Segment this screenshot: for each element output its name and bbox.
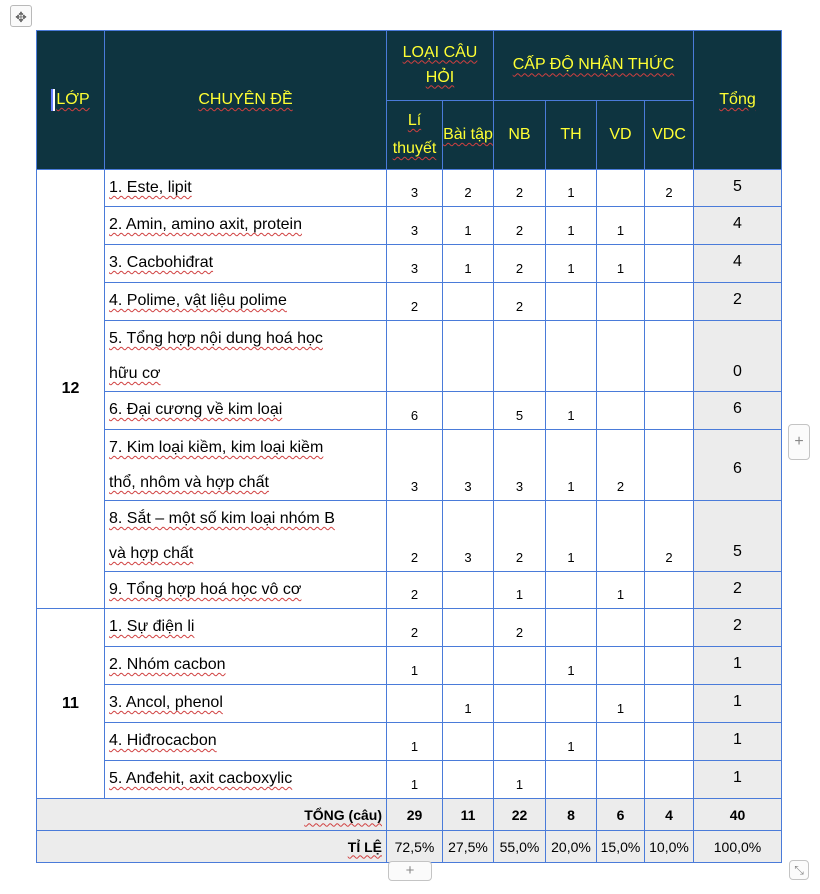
tong-cell[interactable]: 1 xyxy=(694,685,782,723)
vdc-cell[interactable] xyxy=(645,207,694,245)
tong-cell[interactable]: 4 xyxy=(694,245,782,283)
totals-nb[interactable]: 22 xyxy=(494,799,546,831)
th-cell[interactable]: 1 xyxy=(546,647,597,685)
th-cell[interactable] xyxy=(546,761,597,799)
th-cell[interactable] xyxy=(546,321,597,392)
lt-cell[interactable]: 6 xyxy=(387,392,443,430)
tong-cell[interactable]: 2 xyxy=(694,609,782,647)
ratio-lt[interactable]: 72,5% xyxy=(387,831,443,863)
vdc-cell[interactable] xyxy=(645,245,694,283)
totals-th[interactable]: 8 xyxy=(546,799,597,831)
vdc-cell[interactable]: 2 xyxy=(645,170,694,207)
header-row-1 xyxy=(37,31,782,101)
header-chuyen-de[interactable]: CHUYÊN ĐỀ xyxy=(105,31,387,170)
ratio-vdc[interactable]: 10,0% xyxy=(645,831,694,863)
table-row xyxy=(37,647,782,685)
nb-cell[interactable] xyxy=(494,321,546,392)
vdc-cell[interactable]: 2 xyxy=(645,501,694,572)
ratio-vd[interactable]: 15,0% xyxy=(597,831,645,863)
nb-cell[interactable]: 2 xyxy=(494,609,546,647)
bt-cell[interactable] xyxy=(443,761,494,799)
table-move-icon[interactable]: ✥ xyxy=(10,5,32,27)
vd-cell[interactable] xyxy=(597,761,645,799)
th-cell[interactable]: 1 xyxy=(546,501,597,572)
totals-tong[interactable]: 40 xyxy=(694,799,782,831)
th-cell[interactable]: 1 xyxy=(546,207,597,245)
th-cell[interactable]: 1 xyxy=(546,723,597,761)
totals-bt[interactable]: 11 xyxy=(443,799,494,831)
nb-cell[interactable]: 2 xyxy=(494,245,546,283)
lt-cell[interactable]: 2 xyxy=(387,501,443,572)
table-row xyxy=(37,723,782,761)
vd-cell[interactable]: 1 xyxy=(597,245,645,283)
topic-cell[interactable]: 6. Đại cương về kim loại xyxy=(105,392,387,430)
ratio-bt[interactable]: 27,5% xyxy=(443,831,494,863)
topic-cell[interactable]: 1. Este, lipit xyxy=(105,170,387,207)
tong-cell[interactable]: 5 xyxy=(694,170,782,207)
topic-cell[interactable]: 5. Anđehit, axit cacboxylic xyxy=(105,761,387,799)
table-row xyxy=(37,430,782,501)
vd-cell[interactable]: 1 xyxy=(597,207,645,245)
ratio-tong[interactable]: 100,0% xyxy=(694,831,782,863)
tong-cell[interactable]: 2 xyxy=(694,283,782,321)
header-th[interactable]: TH xyxy=(546,101,597,170)
totals-vd[interactable]: 6 xyxy=(597,799,645,831)
table-row xyxy=(37,392,782,430)
table-row xyxy=(37,572,782,609)
vdc-cell[interactable] xyxy=(645,572,694,609)
lt-cell[interactable]: 3 xyxy=(387,170,443,207)
nb-cell[interactable]: 1 xyxy=(494,761,546,799)
tong-cell[interactable]: 1 xyxy=(694,647,782,685)
lt-cell[interactable]: 1 xyxy=(387,761,443,799)
add-column-button[interactable]: + xyxy=(788,424,810,460)
lt-cell[interactable]: 1 xyxy=(387,723,443,761)
topic-cell[interactable]: 8. Sắt – một số kim loại nhóm B và hợp chất xyxy=(105,501,387,572)
table-row xyxy=(37,609,782,647)
bt-cell[interactable]: 3 xyxy=(443,501,494,572)
grade-11-cell[interactable]: 11 xyxy=(37,609,105,799)
table-row xyxy=(37,685,782,723)
bt-cell[interactable] xyxy=(443,392,494,430)
lt-cell[interactable]: 2 xyxy=(387,609,443,647)
lt-cell[interactable]: 3 xyxy=(387,207,443,245)
bt-cell[interactable]: 1 xyxy=(443,207,494,245)
vd-cell[interactable] xyxy=(597,723,645,761)
lt-cell[interactable]: 1 xyxy=(387,647,443,685)
header-vd[interactable]: VD xyxy=(597,101,645,170)
vd-cell[interactable] xyxy=(597,170,645,207)
lt-cell[interactable] xyxy=(387,321,443,392)
header-vdc[interactable]: VDC xyxy=(645,101,694,170)
vd-cell[interactable]: 1 xyxy=(597,572,645,609)
bt-cell[interactable] xyxy=(443,723,494,761)
nb-cell[interactable]: 3 xyxy=(494,430,546,501)
tong-cell[interactable]: 6 xyxy=(694,392,782,430)
bt-cell[interactable]: 1 xyxy=(443,245,494,283)
vd-cell[interactable] xyxy=(597,392,645,430)
nb-cell[interactable]: 2 xyxy=(494,207,546,245)
lt-cell[interactable]: 2 xyxy=(387,283,443,321)
table-row xyxy=(37,207,782,245)
vd-cell[interactable]: 2 xyxy=(597,430,645,501)
lt-cell[interactable]: 3 xyxy=(387,245,443,283)
table-row xyxy=(37,761,782,799)
nb-cell[interactable]: 2 xyxy=(494,283,546,321)
header-nb[interactable]: NB xyxy=(494,101,546,170)
nb-cell[interactable] xyxy=(494,685,546,723)
totals-vdc[interactable]: 4 xyxy=(645,799,694,831)
table-row xyxy=(37,283,782,321)
nb-cell[interactable]: 2 xyxy=(494,170,546,207)
bt-cell[interactable] xyxy=(443,283,494,321)
vd-cell[interactable] xyxy=(597,501,645,572)
table-resize-icon[interactable]: ⤡ xyxy=(789,860,809,880)
nb-cell[interactable]: 1 xyxy=(494,572,546,609)
th-cell[interactable]: 1 xyxy=(546,170,597,207)
bt-cell[interactable]: 3 xyxy=(443,430,494,501)
topic-cell[interactable]: 3. Ancol, phenol xyxy=(105,685,387,723)
vdc-cell[interactable] xyxy=(645,321,694,392)
bt-cell[interactable]: 1 xyxy=(443,685,494,723)
th-cell[interactable] xyxy=(546,609,597,647)
topic-cell[interactable]: 1. Sự điện li xyxy=(105,609,387,647)
vd-cell[interactable] xyxy=(597,647,645,685)
nb-cell[interactable]: 5 xyxy=(494,392,546,430)
vdc-cell[interactable] xyxy=(645,283,694,321)
vdc-cell[interactable] xyxy=(645,685,694,723)
ratio-th[interactable]: 20,0% xyxy=(546,831,597,863)
th-cell[interactable] xyxy=(546,685,597,723)
ratio-row xyxy=(37,831,782,863)
topic-cell[interactable]: 3. Cacbohiđrat xyxy=(105,245,387,283)
header-cap-do[interactable]: CẤP ĐỘ NHẬN THỨC xyxy=(494,31,694,101)
topic-cell[interactable]: 4. Polime, vật liệu polime xyxy=(105,283,387,321)
lt-cell[interactable] xyxy=(387,685,443,723)
add-row-button[interactable]: + xyxy=(388,861,432,881)
table-row xyxy=(37,501,782,572)
tong-cell[interactable]: 1 xyxy=(694,723,782,761)
vd-cell[interactable] xyxy=(597,283,645,321)
vd-cell[interactable]: 1 xyxy=(597,685,645,723)
header-lop[interactable]: LỚP xyxy=(37,31,105,170)
header-bai-tap[interactable]: Bài tập xyxy=(443,101,494,170)
topic-cell[interactable]: 7. Kim loại kiềm, kim loại kiềm thổ, nhôm và hợp chất xyxy=(105,430,387,501)
vdc-cell[interactable] xyxy=(645,723,694,761)
exam-matrix-table xyxy=(36,30,782,863)
tong-cell[interactable]: 4 xyxy=(694,207,782,245)
tong-cell[interactable]: 2 xyxy=(694,572,782,609)
tong-cell[interactable]: 0 xyxy=(694,321,782,392)
totals-row xyxy=(37,799,782,831)
table-row xyxy=(37,321,782,392)
topic-cell[interactable]: 4. Hiđrocacbon xyxy=(105,723,387,761)
tong-cell[interactable]: 6 xyxy=(694,430,782,501)
totals-lt[interactable]: 29 xyxy=(387,799,443,831)
topic-cell[interactable]: 2. Amin, amino axit, protein xyxy=(105,207,387,245)
table-row xyxy=(37,170,782,207)
vd-cell[interactable] xyxy=(597,609,645,647)
vdc-cell[interactable] xyxy=(645,609,694,647)
topic-cell[interactable]: 2. Nhóm cacbon xyxy=(105,647,387,685)
topic-cell[interactable]: 9. Tổng hợp hoá học vô cơ xyxy=(105,572,387,609)
totals-label[interactable]: TỔNG (câu) xyxy=(37,799,387,831)
vdc-cell[interactable] xyxy=(645,761,694,799)
vdc-cell[interactable] xyxy=(645,430,694,501)
ratio-nb[interactable]: 55,0% xyxy=(494,831,546,863)
th-cell[interactable]: 1 xyxy=(546,430,597,501)
header-loai-cau-hoi[interactable]: LOẠI CÂU HỎI xyxy=(387,31,494,101)
lt-cell[interactable]: 3 xyxy=(387,430,443,501)
header-li-thuyet[interactable]: Lí thuyết xyxy=(387,101,443,170)
text-cursor-icon xyxy=(51,89,55,111)
bt-cell[interactable] xyxy=(443,609,494,647)
nb-cell[interactable] xyxy=(494,723,546,761)
lt-cell[interactable]: 2 xyxy=(387,572,443,609)
ratio-label[interactable]: TỈ LỆ xyxy=(37,831,387,863)
vdc-cell[interactable] xyxy=(645,392,694,430)
vd-cell[interactable] xyxy=(597,321,645,392)
topic-cell[interactable]: 5. Tổng hợp nội dung hoá học hữu cơ xyxy=(105,321,387,392)
th-cell[interactable]: 1 xyxy=(546,392,597,430)
tong-cell[interactable]: 1 xyxy=(694,761,782,799)
th-cell[interactable] xyxy=(546,572,597,609)
nb-cell[interactable]: 2 xyxy=(494,501,546,572)
bt-cell[interactable] xyxy=(443,321,494,392)
bt-cell[interactable] xyxy=(443,572,494,609)
grade-12-cell[interactable]: 12 xyxy=(37,170,105,609)
bt-cell[interactable] xyxy=(443,647,494,685)
nb-cell[interactable] xyxy=(494,647,546,685)
vdc-cell[interactable] xyxy=(645,647,694,685)
tong-cell[interactable]: 5 xyxy=(694,501,782,572)
th-cell[interactable]: 1 xyxy=(546,245,597,283)
bt-cell[interactable]: 2 xyxy=(443,170,494,207)
th-cell[interactable] xyxy=(546,283,597,321)
header-tong[interactable]: Tổng xyxy=(694,31,782,170)
table-row xyxy=(37,245,782,283)
